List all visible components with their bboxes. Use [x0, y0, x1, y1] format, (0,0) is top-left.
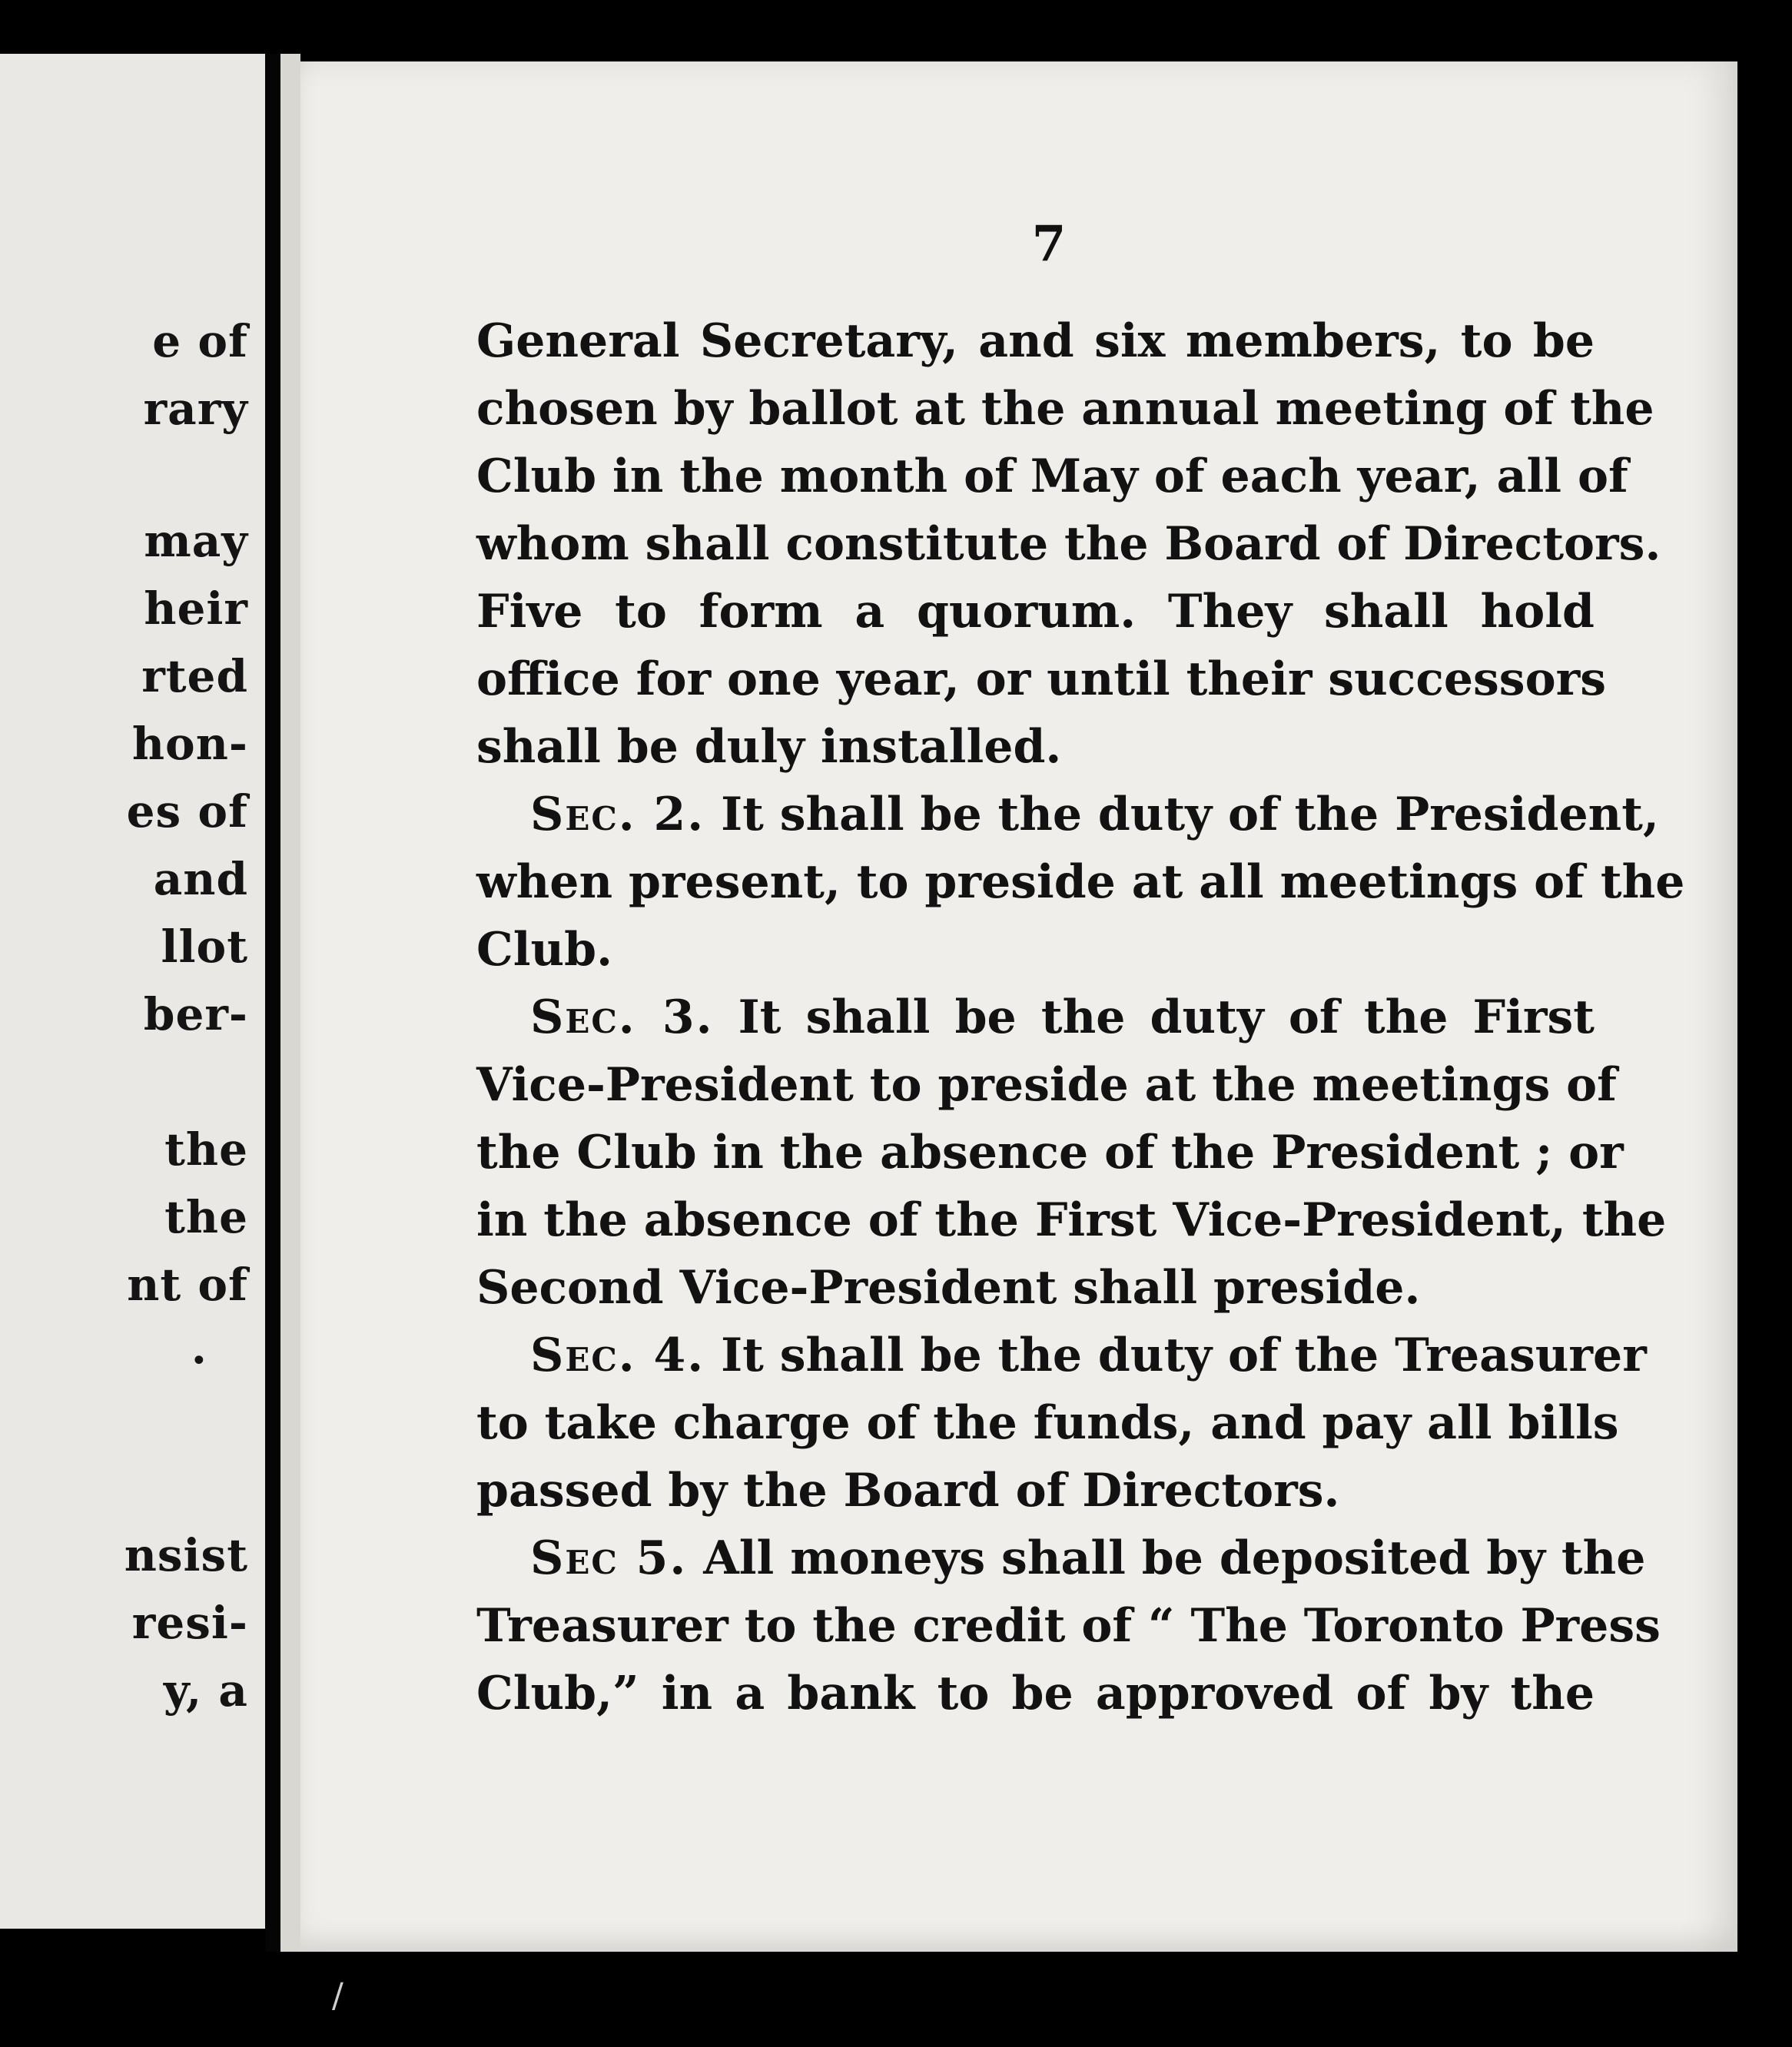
left-page-line-fragment: y, a: [163, 1664, 248, 1717]
text-line: chosen by ballot at the annual meeting of the: [476, 382, 1654, 436]
left-page-line-fragment: nsist: [124, 1529, 248, 1581]
left-page-line-fragment: may: [144, 515, 248, 567]
text-line: Treasurer to the credit of “ The Toronto Press: [476, 1599, 1661, 1653]
text-line: It shall be the duty of the Treasurer: [721, 1329, 1647, 1382]
text-line: Club,” in a bank to be approved of by the: [476, 1667, 1595, 1720]
left-page-line-fragment: e of: [152, 315, 248, 367]
left-page-line-fragment: llot: [161, 921, 248, 973]
page-number: 7: [1031, 215, 1067, 273]
section-label: Sec. 4.: [530, 1329, 705, 1382]
text-line: shall be duly installed.: [476, 720, 1062, 774]
text-line: whom shall constitute the Board of Directors.: [476, 517, 1661, 571]
text-line: in the absence of the First Vice-President, the: [476, 1193, 1667, 1247]
section-5-first-line: [476, 1524, 1646, 1592]
text-line: Club in the month of May of each year, all of: [476, 450, 1628, 503]
left-page-line-fragment: .: [191, 1322, 207, 1374]
text-line: Five to form a quorum. They shall hold: [476, 585, 1595, 639]
text-line: Vice-President to preside at the meetings of: [476, 1058, 1617, 1112]
section-3-first-line: [476, 984, 1595, 1051]
left-page-line-fragment: hon-: [131, 718, 248, 770]
text-line: Club.: [476, 923, 613, 977]
left-page-line-fragment: the: [164, 1191, 248, 1243]
left-page-line-fragment: and: [153, 853, 248, 905]
previous-page-fragment: [0, 54, 265, 1929]
text-line: office for one year, or until their successors: [476, 652, 1606, 706]
left-page-line-fragment: the: [164, 1123, 248, 1176]
section-2-first-line: [476, 781, 1659, 848]
left-page-line-fragment: rary: [143, 383, 248, 435]
text-line: when present, to preside at all meetings of the: [476, 855, 1685, 909]
binding-gutter: [265, 54, 280, 1952]
page-body-text: [476, 307, 1685, 1727]
text-line: Second Vice-President shall preside.: [476, 1261, 1421, 1315]
text-line: the Club in the absence of the President ; or: [476, 1126, 1624, 1179]
page-edge: [280, 54, 300, 1952]
text-line: to take charge of the funds, and pay all bills: [476, 1396, 1619, 1450]
text-line: General Secretary, and six members, to be: [476, 314, 1595, 368]
left-page-line-fragment: es of: [126, 785, 248, 838]
left-page-line-fragment: nt of: [127, 1259, 248, 1311]
left-page-line-fragment: rted: [141, 650, 248, 702]
left-page-line-fragment: ber-: [143, 988, 248, 1040]
text-line: All moneys shall be deposited by the: [703, 1531, 1646, 1585]
text-line: passed by the Board of Directors.: [476, 1464, 1340, 1518]
section-label: Sec. 3.: [530, 990, 714, 1044]
left-page-line-fragment: heir: [144, 582, 248, 635]
left-page-line-fragment: resi-: [131, 1597, 248, 1649]
section-label: Sec. 2.: [530, 788, 705, 841]
text-line: It shall be the duty of the First: [738, 990, 1595, 1044]
section-label: Sec 5.: [530, 1531, 688, 1585]
text-line: It shall be the duty of the President,: [721, 788, 1659, 841]
scan-artifact-mark: /: [332, 1976, 343, 2015]
section-4-first-line: [476, 1322, 1647, 1389]
